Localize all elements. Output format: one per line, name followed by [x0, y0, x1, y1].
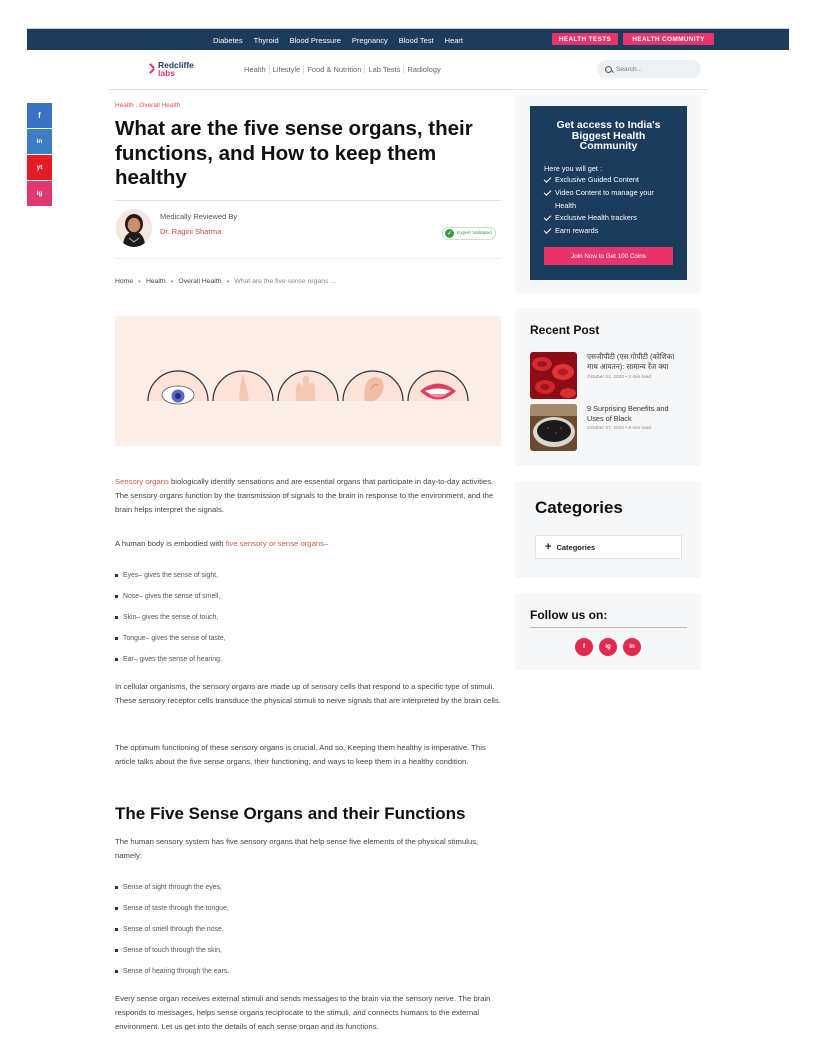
nav-lifestyle[interactable]: Lifestyle [270, 65, 305, 74]
promo-subtitle: Here you will get : [544, 164, 602, 173]
hero-illustration [115, 316, 501, 446]
breadcrumb-current: What are the five sense organs ... [234, 278, 336, 285]
promo-item-text: Exclusive Guided Content [555, 175, 639, 184]
promo-item-text: Exclusive Health trackers [555, 213, 637, 222]
paragraph-five-organs-text: A human body is embodied with [115, 539, 226, 548]
main-nav [244, 65, 444, 74]
list-item-text: Sense of smell through the nose, [123, 926, 224, 933]
promo-item-text: Earn rewards [555, 226, 599, 235]
bullet [115, 970, 118, 973]
reviewed-by-label: Medically Reviewed By [160, 212, 238, 221]
top-nav [213, 29, 463, 51]
linkedin-icon[interactable]: in [27, 129, 52, 154]
list-item [115, 884, 222, 891]
recent-posts-heading: Recent Post [530, 323, 600, 337]
recent-post-title[interactable]: 9 Surprising Benefits and Uses of Black [587, 404, 669, 423]
promo-item [544, 212, 674, 225]
list-item-text: Skin– gives the sense of touch, [123, 614, 219, 621]
search-icon[interactable] [605, 66, 612, 73]
paragraph-optimum: The optimum functioning of these sensory organs is crucial. And so, Keeping them healthy is imperative. This article talks about the five sense organs, their functioning, and ways to keep them in a healthy condition. [115, 743, 486, 766]
promo-item [544, 174, 674, 187]
follow-divider [530, 627, 687, 628]
paragraph-cellular: In cellular organisms, the sensory organs are made up of sensory cells that respond to a specific type of stimuli. These sensory receptor cells transduce the physical stimuli to nerve signals that are interpreted by the brain cells. [115, 682, 501, 705]
linkedin-icon[interactable]: in [623, 638, 641, 656]
title-divider [115, 200, 501, 201]
bullet [115, 637, 118, 640]
ear-icon [343, 371, 403, 401]
bullet [115, 928, 118, 931]
eye-icon [148, 371, 208, 404]
recent-post-thumbnail[interactable] [530, 404, 577, 451]
bullet [115, 949, 118, 952]
facebook-icon[interactable]: f [575, 638, 593, 656]
recent-post-thumbnail[interactable] [530, 352, 577, 399]
top-nav-pregnancy[interactable]: Pregnancy [351, 35, 388, 45]
follow-heading: Follow us on: [530, 608, 608, 622]
breadcrumb-separator: • [170, 277, 174, 286]
breadcrumb-health[interactable]: Health [145, 278, 166, 285]
join-now-button[interactable]: Join Now to Get 100 Coins [544, 247, 673, 265]
logo-text-primary: Redcliffe [158, 60, 194, 70]
top-bar [27, 28, 789, 50]
nav-lab-tests[interactable]: Lab Tests [365, 65, 404, 74]
list-item-text: Ear– gives the sense of hearing. [123, 656, 222, 663]
bullet [115, 574, 118, 577]
list-item [115, 968, 229, 975]
list-item [115, 905, 229, 912]
list-item [115, 926, 224, 933]
expert-validated-badge [442, 227, 496, 240]
top-nav-heart[interactable]: Heart [444, 35, 463, 45]
health-tests-button[interactable]: HEALTH TESTS [552, 33, 618, 45]
search-box [597, 60, 701, 78]
bullet [115, 595, 118, 598]
header-divider [108, 89, 708, 90]
paragraph-sensory-system: The human sensory system has five sensory organs that help sense five elements of the physical stimulus, namely: [115, 837, 479, 860]
promo-item [544, 187, 674, 212]
article-title: What are the five sense organs, their functions, and How to keep them healthy [115, 117, 473, 189]
five-sense-organs-link[interactable]: five sensory or sense organs [225, 539, 324, 548]
facebook-icon[interactable]: f [27, 103, 52, 128]
list-item [115, 593, 220, 600]
bullet [115, 886, 118, 889]
plus-icon: + [545, 541, 552, 553]
list-item [115, 614, 218, 621]
sensory-organs-link[interactable]: Sensory organs [115, 477, 169, 486]
nav-food-nutrition[interactable]: Food & Nutrition [304, 65, 365, 74]
recent-post-meta: October 22, 2022 • 3 min read [587, 375, 652, 380]
reviewer-name[interactable]: Dr. Ragini Sharma [160, 227, 222, 236]
instagram-icon[interactable]: ig [599, 638, 617, 656]
breadcrumb-separator: • [138, 277, 141, 286]
youtube-icon[interactable]: yt [27, 155, 52, 180]
paragraph-five-organs [115, 537, 501, 551]
logo[interactable] [148, 61, 194, 77]
paragraph-intro-text: biologically identify sensations and are essential organs that participate in day-to-day activities. The sensory organs function by the transmission of signals to the brain in response to the environment, and the brain helps interpret the signals. [115, 477, 494, 514]
top-nav-blood-test[interactable]: Blood Test [398, 35, 434, 45]
recent-post-title[interactable]: एसजीपीटी (एस गोपीटी (कोशिका माथ आयतन): सामान्य रेंज क्या [587, 352, 675, 371]
bullet [115, 616, 118, 619]
list-item-text: Sense of taste through the tongue, [123, 905, 229, 912]
list-item-text: Tongue– gives the sense of taste, [123, 635, 226, 642]
hand-icon [278, 371, 338, 401]
categories-card [515, 481, 701, 578]
logo-mark-icon [148, 62, 156, 76]
top-nav-thyroid[interactable]: Thyroid [253, 35, 279, 45]
breadcrumb [115, 277, 336, 286]
check-icon [544, 188, 552, 196]
nose-icon [213, 371, 273, 401]
search-input[interactable] [616, 66, 696, 73]
nav-radiology[interactable]: Radiology [407, 65, 441, 74]
bullet [115, 658, 118, 661]
mouth-icon [408, 371, 468, 401]
check-icon [544, 226, 552, 234]
paragraph-intro [115, 475, 501, 517]
promo-item [544, 225, 674, 238]
list-item-text: Sense of touch through the skin, [123, 947, 222, 954]
promo-title: Get access to India's Biggest Health Community [556, 119, 661, 152]
breadcrumb-overall-health[interactable]: Overall Health [178, 278, 222, 285]
paragraph-stimuli: Every sense organ receives external stimuli and sends messages to the brain via the sensory nerve. The brain responds to messages, helps sense organs reciprocate to the stimuli, and connects humans to the external environment. Let us get into the details of each sense organ and its functions. [115, 994, 491, 1030]
health-community-button[interactable]: HEALTH COMMUNITY [623, 33, 714, 45]
check-icon [544, 213, 552, 221]
list-item [115, 572, 218, 579]
list-item-text: Sense of hearing through the ears. [123, 968, 230, 975]
paragraph-five-organs-dash: – [323, 539, 329, 548]
list-item-text: Sense of sight through the eyes, [123, 884, 222, 891]
byline-divider [115, 258, 501, 259]
follow-card [515, 593, 701, 670]
instagram-icon[interactable]: ig [27, 181, 52, 206]
breadcrumb-separator: • [226, 277, 230, 286]
top-nav-blood-pressure[interactable]: Blood Pressure [289, 35, 341, 45]
article-categories[interactable]: Health , Overall Health [115, 102, 181, 109]
list-item [115, 635, 226, 642]
nav-health[interactable]: Health [244, 65, 270, 74]
reviewer-avatar [116, 209, 152, 247]
bullet [115, 907, 118, 910]
badge-label: Expert Validated [457, 231, 492, 236]
top-nav-diabetes[interactable]: Diabetes [213, 35, 243, 45]
section-heading: The Five Sense Organs and their Functions [115, 804, 466, 823]
categories-toggle-label: Categories [556, 542, 596, 552]
breadcrumb-home[interactable]: Home [115, 278, 134, 285]
categories-toggle[interactable] [535, 535, 682, 559]
shield-check-icon: ✓ [446, 231, 453, 237]
categories-heading: Categories [535, 498, 623, 517]
list-item [115, 656, 222, 663]
check-icon [544, 175, 552, 183]
logo-text-secondary: labs [158, 68, 176, 78]
recent-post-meta: October 27, 2022 • 9 min read [587, 426, 652, 431]
list-item-text: Eyes– gives the sense of sight, [123, 572, 218, 579]
list-item [115, 947, 222, 954]
promo-item-text: Video Content to manage your Health [555, 188, 654, 210]
list-item-text: Nose– gives the sense of smell, [123, 593, 221, 600]
